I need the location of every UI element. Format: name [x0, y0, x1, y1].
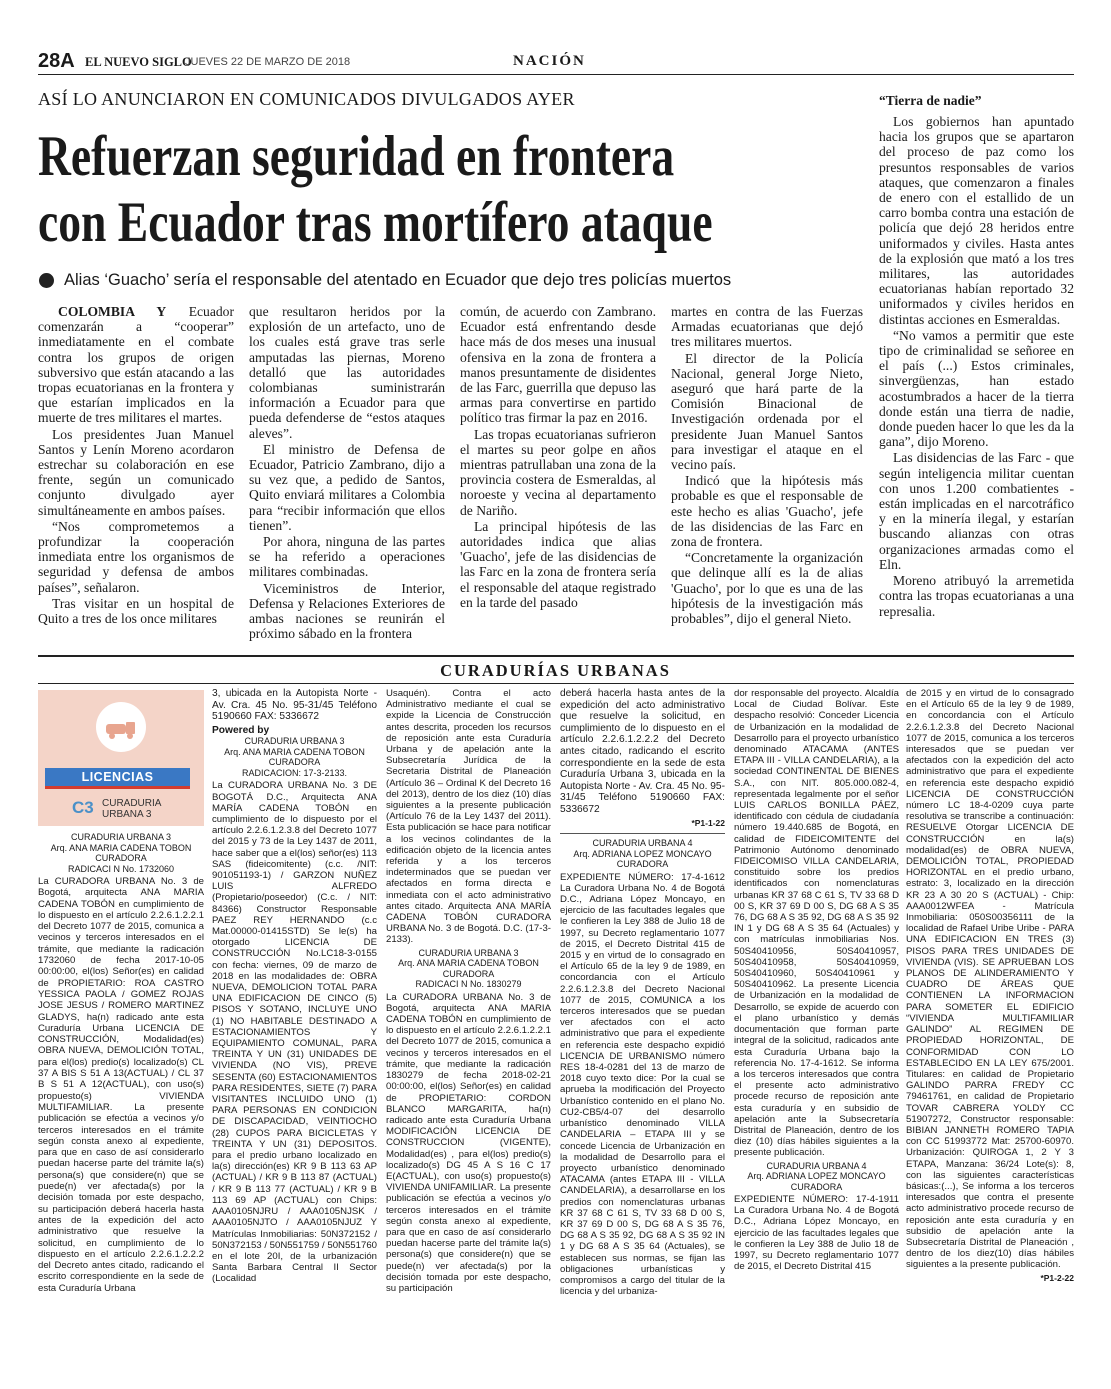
notice-heading: CURADURIA URBANA 3 — [70, 832, 172, 842]
article-column-4 — [671, 304, 863, 627]
notice-heading: RADICACI N No. 1830279 — [415, 979, 522, 990]
notice-heading: CURADURIA URBANA 4 — [766, 1160, 867, 1171]
notice-column-6 — [906, 688, 1074, 1284]
section-divider — [38, 683, 1074, 684]
licencias-box — [38, 690, 204, 826]
notice-heading: CURADURIA URBANA 4 — [592, 838, 693, 849]
paragraph: El director de la Policía Nacional, general Jorge Nieto, aseguró que hará parte de la Comisión Binacional de Investigación ordenada por el presidente Juan Manuel Santos para investigar el ataque en el vecino país. — [671, 350, 863, 473]
notice-text: 3, ubicada en la Autopista Norte - Av. Cra. 45 No. 95-31/45 Teléfono 5190660 FAX: 5336672 — [212, 688, 377, 723]
article-column-3 — [460, 304, 656, 611]
headline-line-2: con Ecuador tras mortífero ataque — [38, 191, 713, 254]
notice-column-2 — [212, 688, 377, 1287]
paragraph: común, de acuerdo con Zambrano. Ecuador está enfrentando desde hace más de dos meses una inusual ofensiva en la zona de frontera a manos presuntamente de disidentes de las Farc, guerrilla que depuso las armas para convertirse en partido político tras firmar la paz en 2016. — [460, 304, 656, 426]
header-rule — [38, 74, 1074, 75]
paragraph: Por ahora, ninguna de las partes se ha referido a operaciones militares combinadas. — [249, 534, 445, 580]
paragraph: Ecuador comenzarán a “cooperar” inmediatamente en el combate contra los grupos de origen subversivo que están atacando a las tropas ecuatorianas en la frontera y que estarían implicados en la muerte de tres militares el martes. — [38, 304, 234, 426]
paragraph: Los gobiernos han apuntado hacia los grupos que se apartaron del proceso de paz como los presuntos responsables de varios ataques, que comenzaron a finales de enero con el estallido de un carro bomba contra una estación de policía que dejó 28 heridos entre uniformados y civiles. Hasta antes de la explosión que mató a los tres militares, las autoridades ecuatorianas habían reportado 32 uniformados y civiles heridos en distintas acciones en Esmeraldas. — [879, 114, 1074, 327]
notice-code: *P1-2-22 — [1040, 1272, 1074, 1283]
paragraph: “No vamos a permitir que este tipo de criminalidad se señoree en el país (...) Estos criminales, sinvergüenzas, han estado acostumbrados a hacer de la tierra donde están una tierra de nadie, donde pueden hacer lo que les da la gana”, dijo Moreno. — [879, 327, 1074, 450]
notice-heading: Arq. ANA MARIA CADENA TOBON — [50, 842, 192, 853]
section-name: NACIÓN — [513, 53, 586, 69]
section-divider — [38, 655, 1074, 657]
notice-heading: Arq. ANA MARIA CADENA TOBON — [398, 958, 539, 969]
notice-heading: Arq. ANA MARIA CADENA TOBON — [224, 746, 365, 757]
notice-heading: CURADURIA URBANA 3 — [418, 947, 519, 958]
deck-bullet-icon — [39, 273, 54, 288]
notice-text: EXPEDIENTE NÚMERO: 17-4-1612 La Curadora Urbana No. 4 de Bogotá D.C., Adriana López Moncayo, en ejercicio de las facultades legales que le confieren la Ley 388 de Julio 18 de 1997, su Decreto reglamentario 1077 de 2015, el Decreto Distrital 415 de 2015 y en virtud de lo consagrado en el Artículo 65 de la ley 9 de 1989, en concordancia con el Artículo 2.2.6.1.2.3.8 del Decreto Nacional 1077 de 2015, COMUNICA a los terceros interesados que se puedan ver afectados con el acto administrativo que para el expediente en referencia este despacho expidió LICENCIA DE URBANISMO número RES 18-4-0281 del 13 de marzo de 2018 cuyo texto dice: Por la cual se aprueba la modificación del Proyecto Urbanístico contenido en el plano No. CU2-CB5/4-07 del desarrollo urbanístico denominado VILLA CANDELARIA – ETAPA III y se concede Licencia de Urbanización en la modalidad de Desarrollo para el proyecto urbanístico denominado ATACAMA (antes ETAPA III - VILLA CANDELARIA), a desarrollarse en los predios con nomenclaturas urbanas KR 37 68 C 61 S, TV 33 68 D 00 S, KR 37 69 D 00 S, DG 68 A S 35 76, DG 68 A S 35 92, DG 68 A S 35 92 IN 1 y DG 68 A S 35 64 (Actuales), se establecen sus normas, se fijan las obligaciones urbanísticas y compromisos a cargo del titular de la licencia y del urbaniza- — [560, 871, 725, 1298]
paragraph: Las tropas ecuatorianas sufrieron el martes su peor golpe en años mientras patrullaban una zona de la provincia costera de Esmeraldas, al noroeste y vecina al departamento de Nariño. — [460, 426, 656, 518]
paragraph: Los presidentes Juan Manuel Santos y Lenín Moreno acordaron estrechar su colaboración en ese frente, según un comunicado conjunto divulgado ayer simultáneamente en ambos países. — [38, 426, 234, 518]
article-column-2 — [249, 304, 445, 642]
masthead: EL NUEVO SIGLO — [85, 55, 192, 69]
logo-line-2: URBANA 3 — [102, 809, 152, 820]
notice-text: EXPEDIENTE NÚMERO: 17-4-1911 La Curadora Urbana No. 4 de Bogotá D.C., Adriana López Moncayo, en ejercicio de las facultades legales que le confieren la Ley 388 de Julio 18 de 1997, su Decreto reglamentario 1077 de 2015, el Decreto Distrital 415 — [734, 1194, 899, 1273]
licencias-badge: LICENCIAS — [45, 768, 190, 789]
notice-text: deberá hacerla hasta antes de la expedición del acto administrativo que resuelve la solicitud, en cumplimiento de lo dispuesto en el artículo 2.2.6.1.2.2.2 del Decreto antes citado, radicando el escrito correspondiente en la sede de esta Curaduría Urbana 3, ubicada en la Autopista Norte - Av. Cra. 45 No. 95-31/45 Teléfono 5190660 FAX: 5336672 — [560, 688, 725, 815]
notice-heading: CURADORA — [616, 859, 669, 870]
notice-column-1 — [38, 832, 204, 1296]
notice-heading: CURADURIA URBANA 3 — [244, 736, 345, 747]
notice-text: dor responsable del proyecto. Alcaldía Local de Ciudad Bolívar. Este despacho resolvió: Conceder Licencia de Urbanización en la modalidad de Desarrollo para el proyecto urbanístico denominado ATACAMA (ANTES ETAPA III - VILLA CANDELARIA), a la sociedad CONTINENTAL DE BIENES S.A., con NIT. 805.000.082-4, representada legalmente por el señor LUIS CARLOS BONILLA PÁEZ, identificado con cédula de ciudadanía número 19.440.685 de Bogotá, en calidad de FIDEICOMITENTE del Patrimonio Autónomo denominado FIDEICOMISO VILLA CANDELARIA, constituido sobre los predios identificados con nomenclaturas urbanas KR 37 68 C 61 S, TV 33 68 D 00 S, KR 37 69 D 00 S, DG 68 A S 35 76, DG 68 A S 35 92, DG 68 A S 35 92 IN 1 y DG 68 A S 35 64 (Actuales) y con matrículas inmobiliarias Nos. 50S40410956, 50S40410957, 50S40410958, 50S40410959, 50S40410960, 50S40410961 y 50S40410962. La presente Licencia de Urbanización en la modalidad de Desarrollo, se expide de acuerdo con el plano urbanístico y demás documentación que forman parte integral de la solicitud, radicados ante esta Curaduría Urbana bajo la referencia No. 17-4-1612. Se informa a los terceros interesados que contra el presente acto administrativo procede recurso de reposición ante esta curaduría y en subsidio de apelación ante la Subsecretaría Distrital de Planeación, dentro de los diez (10) días hábiles siguientes a la presente publicación. — [734, 688, 899, 1159]
notice-heading: Arq. ADRIANA LOPEZ MONCAYO — [573, 848, 712, 859]
truck-icon — [96, 702, 146, 752]
deck: Alias ‘Guacho’ sería el responsable del atentado en Ecuador que dejo tres policías muertos — [64, 271, 732, 289]
paragraph: “Nos comprometemos a profundizar la cooperación inmediata entre los organismos de seguridad y defensa de ambos países”, señalaron. — [38, 518, 234, 595]
notice-heading: CURADORA — [268, 757, 321, 768]
paragraph: El ministro de Defensa de Ecuador, Patricio Zambrano, dijo a su vez que, a pedido de Santos, Quito enviará militares a Colombia para “recibir información que ellos tienen”. — [249, 441, 445, 533]
notice-text: Usaquén). Contra el acto Administrativo mediante el cual se expide la Licencia de Construcción antes descrita, proceden los recursos de reposición ante esta Curaduría Urbana y de apelación ante la Subsecretaría Jurídica de la Secretaria Distrital de Planeación (Artículo 36 – Ordinal K del Decreto 16 del 2013), dentro de los diez (10) días siguientes a la presente publicación (Artículo 76 de la Ley 1437 del 2011). Esta publicación se hace para notificar a los vecinos colindantes de la edificación objeto de la licencia antes referida y a los terceros indeterminados que se puedan ver afectados en forma directa e inmediata con el acto administrativo antes citado. Arquitecta ANA MARÍA CADENA TOBÓN CURADORA URBANA No. 3 de Bogotá. D.C. (17-3-2133). — [386, 688, 551, 946]
notice-divider — [560, 833, 725, 834]
paragraph: La principal hipótesis de las autoridades indica que alias 'Guacho', jefe de las disidencias de las Farc en la zona de frontera sería el responsable del ataque registrado en la tarde del pasado — [460, 518, 656, 610]
paragraph: Viceministros de Interior, Defensa y Relaciones Exteriores de ambas naciones se reunirán el próximo sábado en la frontera — [249, 580, 445, 642]
notice-heading: Arq. ADRIANA LOPEZ MONCAYO — [747, 1171, 886, 1182]
notice-text: La CURADORA URBANA No. 3 de Bogotá, arquitecta ANA MARIA CADENA TOBÓN en cumplimiento de lo dispuesto en el artículo 2.2.6.1.2.2.1 del Decreto 1077 de 2015, comunica a vecinos y terceros interesados en el trámite, que mediante la radicación 1830279 de fecha 2018-02-21 00:00:00, el(los) Señor(es) en calidad de PROPIETARIO: CORDON BLANCO MARGARITA, ha(n) radicado ante esta Curaduría Urbana MODIFICACIÓN LICENCIA DE CONSTRUCCION (VIGENTE), Modalidad(es) , para el(los) predio(s) localizado(s) DG 45 A S 16 C 17 E(ACTUAL), con uso(s) propuesto(s) VIVIENDA UNIFAMILIAR. La presente publicación se efectúa a vecinos y/o terceros interesados en el trámite según consta anexo al expediente, para que en caso de así considerarlo puedan hacerse parte del trámite la(s) persona(s) que considere(n) que se puede(n) ver afectada(s) por la decisión tomada por este despacho, su participación — [386, 991, 551, 1294]
paragraph: Indicó que la hipótesis más probable es que el responsable de este hecho es alias 'Guacho', jefe de las disidencias de las Farc en zona de frontera. — [671, 473, 863, 550]
headline-line-1: Refuerzan seguridad en frontera — [38, 125, 675, 188]
paragraph: que resultaron heridos por la explosión de un artefacto, uno de los cuales está grave tras serle amputadas las piernas, Moreno detalló que las autoridades colombianas suministrarán información a Ecuador para que pueda defenderse de “estos ataques aleves”. — [249, 304, 445, 441]
notice-heading: CURADORA — [790, 1181, 843, 1192]
date-line: JUEVES 22 DE MARZO DE 2018 — [185, 56, 351, 68]
curaduria-logo-icon: C3 — [72, 798, 94, 817]
notice-heading: CURADORA — [442, 968, 495, 979]
sidebar-title: “Tierra de nadie” — [879, 93, 982, 108]
lead-in: COLOMBIA Y — [58, 304, 167, 319]
notice-heading: RADICACI N No. 1732060 — [67, 863, 175, 874]
notice-heading: RADICACION: 17-3-2133. — [241, 767, 348, 778]
notice-column-4 — [560, 688, 725, 1299]
page-number: 28A — [38, 50, 75, 72]
logo-line-1: CURADURIA — [102, 798, 162, 809]
paragraph: “Concretamente la organización que delinque allí es la de alias 'Guacho', por lo que es una de las hipótesis de la investigación más probables”, dijo el general Nieto. — [671, 550, 863, 627]
sidebar-column — [879, 114, 1074, 620]
powered-by: Powered by — [212, 724, 270, 736]
notice-column-3 — [386, 688, 551, 1296]
paragraph: Moreno atribuyó la arremetida contra las tropas ecuatorianas a una represalia. — [879, 573, 1074, 619]
paragraph: Las disidencias de las Farc - que según inteligencia militar cuentan con unos 1.200 combatientes - están implicadas en el narcotráfico y en la minería ilegal, y estarían buscando alianzas con otras organizaciones armadas como el Eln. — [879, 450, 1074, 572]
notice-heading: CURADORA — [95, 853, 147, 863]
paragraph: martes en contra de las Fuerzas Armadas ecuatorianas que dejó tres militares muertos. — [671, 304, 863, 350]
notices-title: CURADURÍAS URBANAS — [440, 661, 671, 680]
notice-text: La CURADORA URBANA No. 3 de Bogotá, arquitecta ANA MARIA CADENA TOBÓN en cumplimiento de lo dispuesto en el artículo 2.2.6.1.2.2.1 del Decreto 1077 de 2015, comunica a vecinos y terceros interesados en el trámite, que mediante la radicación 1732060 de fecha 2017-10-05 00:00:00, el(los) Señor(es) en calidad de PROPIETARIO: ROA CASTRO YESSICA PAOLA / GOMEZ ROJAS JOSE JESUS / ROMERO MARTINEZ GLADYS, ha(n) radicado ante esta Curaduría Urbana LICENCIA DE CONSTRUCCIÓN, Modalidad(es) OBRA NUEVA, DEMOLICIÓN TOTAL, para el(los) predio(s) localizado(s) CL 37 A BIS S 51 A 13(ACTUAL) / CL 37 B S 51 A 12(ACTUAL), con uso(s) propuesto(s) VIVIENDA MULTIFAMILIAR. La presente publicación se efectúa a vecinos y/o terceros interesados en el trámite según consta anexo al expediente, para que en caso de así considerarlo puedan hacerse parte del trámite la(s) persona(s) que considere(n) que se puede(n) ver afectada(s) por la decisión tomada por este despacho, su participación deberá hacerla hasta antes de la expedición del acto administrativo que resuelve la solicitud, en cumplimiento de lo dispuesto en el artículo 2.2.6.1.2.2.2 del Decreto antes citado, radicando el escrito correspondiente en la sede de esta Curaduría Urbana — [38, 876, 204, 1294]
notice-code: *P1-1-22 — [691, 817, 725, 828]
notice-column-5 — [734, 688, 899, 1274]
notice-text: La CURADORA URBANA No. 3 DE BOGOTÁ D.C., Arquitecta ANA MARÍA CADENA TOBÓN en cumplimiento de lo dispuesto por el artículo 2.2.6.1.2.3.8 del Decreto 1077 del 2015 y 73 de la Ley 1437 de 2011, hace saber que a el(los) señor(es) 113 SAS (fideicomitente) (c.c. /NIT: 901051193-1) / GARZON NUÑEZ LUIS ALFREDO (Propietario/poseedor) (C.c. / NIT: 84366) Constructor Responsable PAEZ REY HERNANDO (c.c Mat.00000-01415STD) Se le(s) ha otorgado LICENCIA DE CONSTRUCCIÓN No.LC18-3-0155 con fecha: viernes, 09 de marzo de 2018 en las modalidades de: OBRA NUEVA, DEMOLICION TOTAL PARA UNA EDIFICACION DE CINCO (5) PISOS Y SOTANO, INCLUYE UNO (1) NO HABITABLE DESTINADO A ESTACIONAMIENTOS Y EQUIPAMIENTO COMUNAL, PARA TREINTA Y UN (31) UNIDADES DE VIVIENDA (NO VIS), PREVE SESENTA (60) ESTACIONAMIENTOS PARA RESIDENTES, SIETE (7) PARA VISITANTES INCLUIDO UNO (1) PARA PERSONAS EN CONDICION DE DISCAPACIDAD, VEINTIOCHO (28) CUPOS PARA BICICLETAS Y TREINTA Y UN (31) DEPOSITOS. para el predio urbano localizado en la(s) dirección(es) KR 9 B 113 63 AP (ACTUAL) / KR 9 B 113 87 (ACTUAL) / KR 9 B 113 77 (ACTUAL) / KR 9 B 113 69 AP (ACTUAL) con Chips: AAA0105NJRU / AAA0105NJSK / AAA0105NJTO / AAA0105NJUZ Y Matrículas Inmobiliarias: 50N372152 / 50N372153 / 50N551759 / 50N551760 en el lote 20I, de la urbanización Santa Barbara Central II Sector (Localidad — [212, 780, 377, 1285]
kicker: ASÍ LO ANUNCIARON EN COMUNICADOS DIVULGADOS AYER — [38, 89, 575, 109]
article-column-1 — [38, 304, 234, 627]
paragraph: Tras visitar en un hospital de Quito a tres de los once militares — [38, 595, 234, 627]
notice-text: de 2015 y en virtud de lo consagrado en el Artículo 65 de la ley 9 de 1989, en concordancia con el Artículo 2.2.6.1.2.3.8 del Decreto Nacional 1077 de 2015, comunica a los terceros interesados que se puedan ver afectados con la expedición del acto administrativo que para el expediente en referencia este despacho expidió LICENCIA DE CONSTRUCCIÓN número LC 18-4-0209 cuya parte resolutiva se transcribe a continuación: RESUELVE Otorgar LICENCIA DE CONSTRUCCIÓN en la(s) modalidad(es) de OBRA NUEVA, DEMOLICIÓN TOTAL, PROPIEDAD HORIZONTAL en el predio urbano, estrato: 3, localizado en la dirección KR 23 A 30 20 S (ACTUAL) - Chip: AAA0012WFEA - Matrícula Inmobiliaria: 050S00356111 de la localidad de Rafael Uribe Uribe - PARA UNA EDIFICACION EN TRES (3) PISOS PARA TRES UNIDADES DE VIVIENDA (VIS). SE APRUEBAN LOS PLANOS DE ALINDERAMIENTO Y CUADRO DE ÁREAS QUE CONTIENEN LA INFORMACION PARA SOMETER EL EDIFICIO “VIVIENDA MULTIFAMILIAR GALINDO” AL REGIMEN DE PROPIEDAD HORIZONTAL, DE CONFORMIDAD CON LO ESTABLECIDO EN LA LEY 675/2001. Titulares: en calidad de Propietario GALINDO PARRA FREDY CC 79461761, en calidad de Propietario TOVAR CABRERA YOLDY CC 51907272, Constructor responsable: BIBIAN JANNETH ROMERO TAPIA con CC 51993772 Mat: 25700-60970. Urbanización: QUIROGA 1, 2 Y 3 ETAPA, Manzana: 36/24 Lote(s): 8, con las siguientes características básicas:(...), Se informa a los terceros interesados que contra el presente acto administrativo procede recurso de reposición ante esta curaduría y en subsidio de apelación ante la Subsecretaría Distrital de Planeación , dentro de los diez(10) días hábiles siguientes a la presente publicación. — [906, 688, 1074, 1271]
